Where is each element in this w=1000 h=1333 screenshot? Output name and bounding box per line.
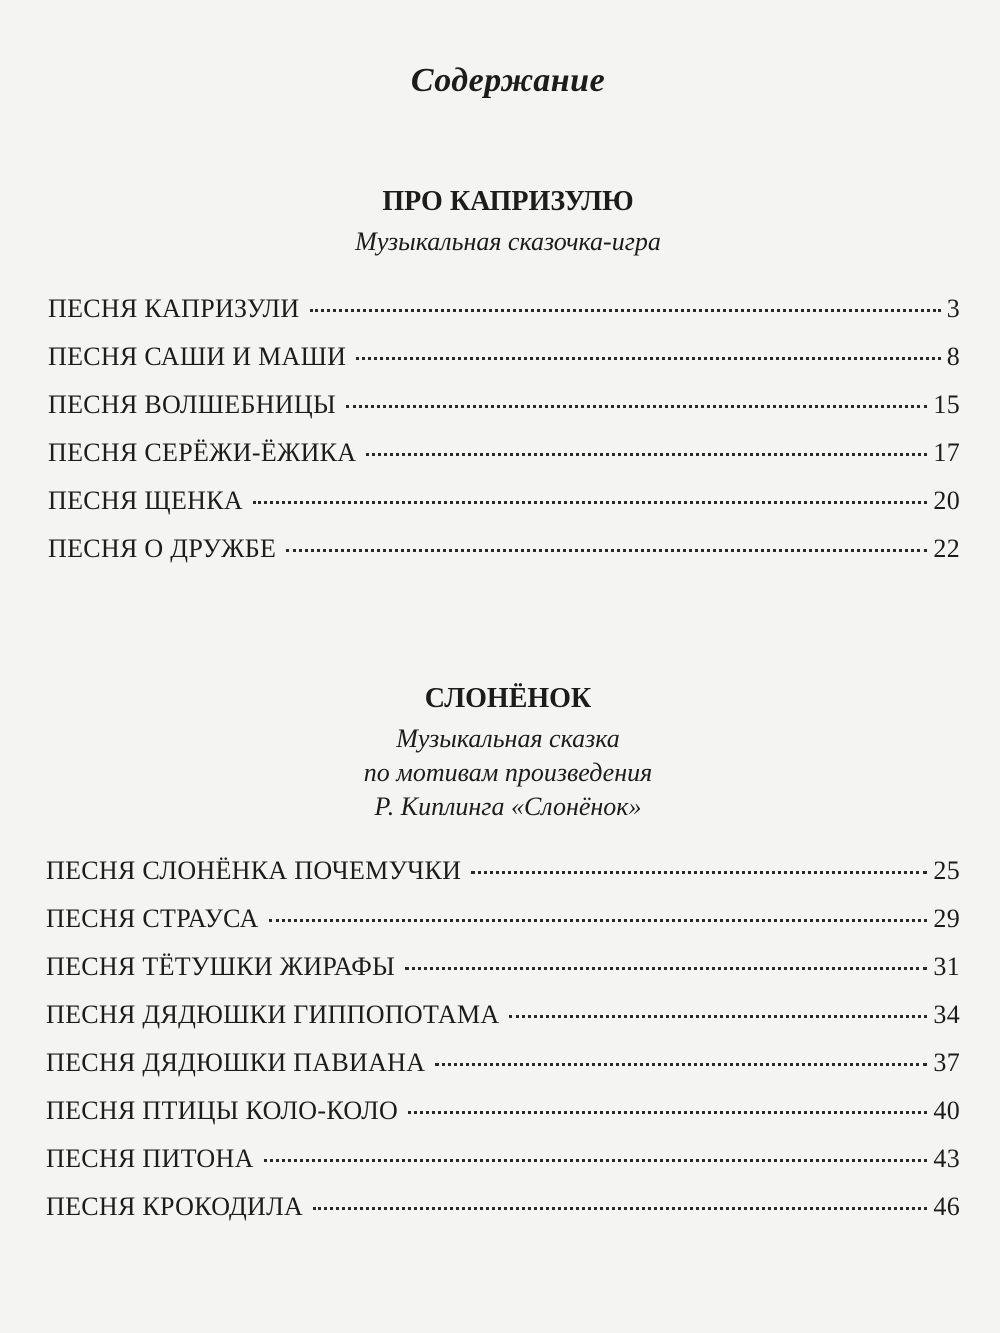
- toc-entry-label: ПЕСНЯ ТЁТУШКИ ЖИРАФЫ: [46, 952, 396, 981]
- dot-leader: [253, 501, 927, 504]
- dot-leader: [310, 309, 941, 312]
- toc-entry-page: 34: [933, 1000, 960, 1029]
- dot-leader: [346, 405, 927, 408]
- toc-entry-page: 29: [933, 904, 960, 933]
- dot-leader: [313, 1207, 927, 1210]
- page-title: Содержание: [410, 62, 606, 99]
- section-subtitle-2: [0, 722, 1000, 824]
- toc-entry-page: 17: [933, 438, 960, 467]
- dot-leader: [356, 357, 940, 360]
- toc-entry-label: ПЕСНЯ СЕРЁЖИ-ЁЖИКА: [48, 438, 357, 467]
- dot-leader: [366, 453, 927, 456]
- toc-entry-page: 15: [933, 390, 960, 419]
- toc-entry-page: 25: [933, 856, 960, 885]
- toc-entry-label: ПЕСНЯ ДЯДЮШКИ ПАВИАНА: [46, 1048, 426, 1077]
- toc-entry-page: 22: [933, 534, 960, 563]
- toc-entry-page: 20: [933, 486, 960, 515]
- section-subtitle-line: Р. Киплинга «Слонёнок»: [374, 792, 642, 821]
- toc-entry-page: 31: [933, 952, 960, 981]
- toc-entry[interactable]: [46, 856, 960, 904]
- dot-leader: [405, 967, 927, 970]
- toc-entry[interactable]: [48, 486, 960, 534]
- toc-entry-label: ПЕСНЯ САШИ И МАШИ: [48, 342, 347, 371]
- section-2-entries: [46, 856, 960, 1240]
- toc-entry[interactable]: [48, 294, 960, 342]
- toc-entry[interactable]: [46, 904, 960, 952]
- toc-entry-label: ПЕСНЯ СЛОНЁНКА ПОЧЕМУЧКИ: [46, 856, 462, 885]
- section-subtitle-1: [0, 225, 1000, 259]
- toc-entry[interactable]: [46, 1096, 960, 1144]
- toc-entry-page: 8: [946, 342, 960, 371]
- dot-leader: [264, 1159, 928, 1162]
- toc-entry[interactable]: [46, 1144, 960, 1192]
- dot-leader: [471, 871, 927, 874]
- toc-entry[interactable]: [48, 342, 960, 390]
- toc-entry[interactable]: [46, 1048, 960, 1096]
- toc-entry-label: ПЕСНЯ ВОЛШЕБНИЦЫ: [48, 390, 336, 419]
- section-subtitle-line: Музыкальная сказочка-игра: [355, 227, 661, 256]
- toc-entry-page: 40: [933, 1096, 960, 1125]
- dot-leader: [269, 919, 928, 922]
- section-subtitle-line: Музыкальная сказка: [396, 724, 620, 753]
- toc-entry[interactable]: [48, 390, 960, 438]
- section-title-2: СЛОНЁНОК: [424, 683, 592, 714]
- toc-entry-label: ПЕСНЯ ПТИЦЫ КОЛО-КОЛО: [46, 1096, 399, 1125]
- toc-entry-label: ПЕСНЯ ЩЕНКА: [48, 486, 243, 515]
- toc-entry[interactable]: [46, 1000, 960, 1048]
- toc-entry[interactable]: [48, 438, 960, 486]
- toc-entry-page: 43: [933, 1144, 960, 1173]
- section-subtitle-line: по мотивам произведения: [363, 758, 653, 787]
- dot-leader: [286, 549, 927, 552]
- dot-leader: [435, 1063, 927, 1066]
- dot-leader: [509, 1015, 927, 1018]
- toc-entry-page: 37: [933, 1048, 960, 1077]
- toc-entry-label: ПЕСНЯ КРОКОДИЛА: [46, 1192, 304, 1221]
- toc-entry[interactable]: [46, 952, 960, 1000]
- toc-entry-page: 3: [946, 294, 960, 323]
- toc-entry[interactable]: [46, 1192, 960, 1240]
- toc-entry-label: ПЕСНЯ ДЯДЮШКИ ГИППОПОТАМА: [46, 1000, 500, 1029]
- toc-entry-label: ПЕСНЯ ПИТОНА: [46, 1144, 254, 1173]
- toc-entry-page: 46: [933, 1192, 960, 1221]
- toc-entry-label: ПЕСНЯ СТРАУСА: [46, 904, 259, 933]
- dot-leader: [408, 1111, 927, 1114]
- section-1-entries: [48, 294, 960, 582]
- toc-entry-label: ПЕСНЯ О ДРУЖБЕ: [48, 534, 277, 563]
- toc-entry[interactable]: [48, 534, 960, 582]
- toc-entry-label: ПЕСНЯ КАПРИЗУЛИ: [48, 294, 300, 323]
- section-title-1: ПРО КАПРИЗУЛЮ: [382, 186, 634, 217]
